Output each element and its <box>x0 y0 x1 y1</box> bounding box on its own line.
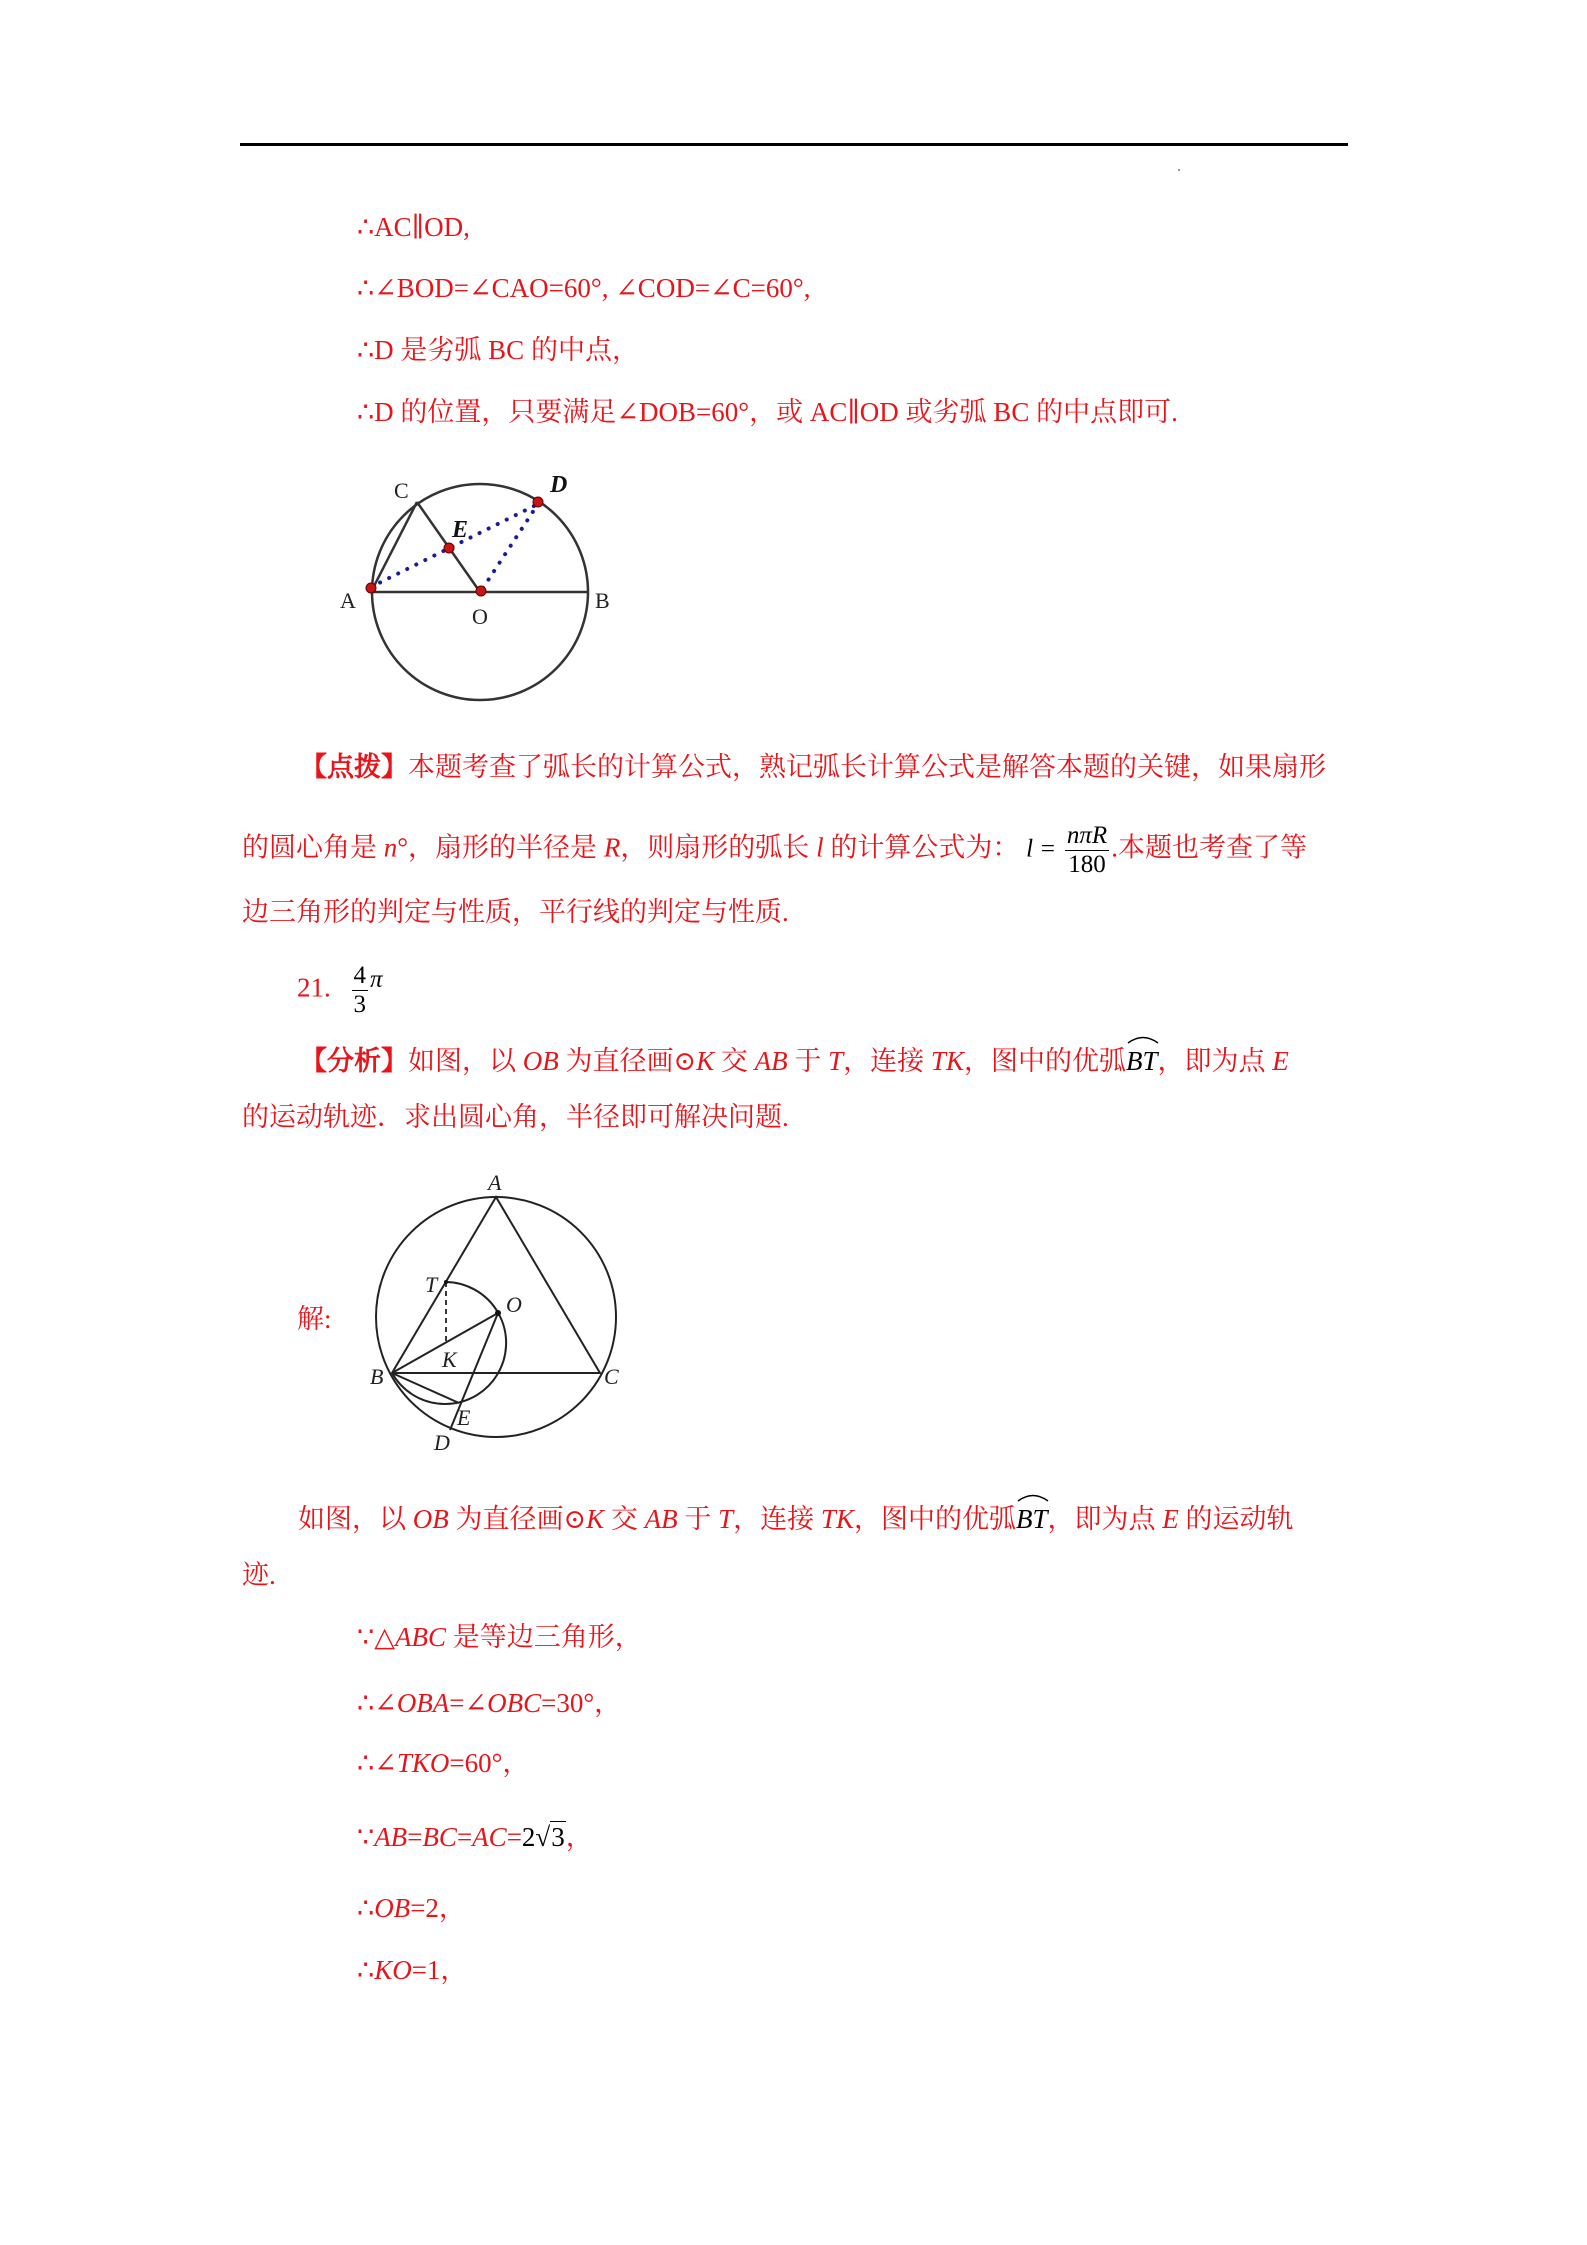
label-e: E <box>452 517 469 543</box>
label-a: A <box>340 588 356 613</box>
formula-lhs: l = <box>1026 835 1057 863</box>
question-number: 21. <box>297 972 331 1003</box>
dianbo-tag: 【点拨】 <box>300 752 408 782</box>
fenxi-tag: 【分析】 <box>300 1046 408 1076</box>
label-t: T <box>425 1272 438 1297</box>
label-e: E <box>457 1405 471 1430</box>
solution-para-line-2: 迹. <box>242 1560 276 1590</box>
step-2: ∴∠OBA=∠OBC=30°， <box>357 1688 622 1718</box>
major-arc-bt: BT <box>1016 1496 1048 1536</box>
dianbo-line-1: 【点拨】本题考查了弧长的计算公式，熟记弧长计算公式是解答本题的关键，如果扇形 <box>300 752 1326 782</box>
solution-para-line-1: 如图，以 OB 为直径画⊙K 交 AB 于 T，连接 TK，图中的优弧 BT，即为点 E 的运动轨 <box>298 1496 1293 1536</box>
label-d: D <box>434 1430 450 1455</box>
fenxi-line-1: 【分析】如图，以 OB 为直径画⊙K 交 AB 于 T，连接 TK，图中的优弧 BT，即为点 E <box>300 1038 1289 1078</box>
step-5: ∴OB=2， <box>357 1893 466 1923</box>
solution-label: 解: <box>297 1304 332 1334</box>
step-1: ∵△ABC 是等边三角形， <box>357 1622 642 1652</box>
label-b: B <box>595 588 610 613</box>
label-a: A <box>488 1170 502 1195</box>
label-k: K <box>442 1347 457 1372</box>
dianbo-line-2: 的圆心角是 n°，扇形的半径是 R，则扇形的弧长 l 的计算公式为： l = $\frac{\text{nπR}}{180}$ .本题也考查了等 <box>242 822 1307 878</box>
two-root-three: 2√3 <box>521 1822 565 1852</box>
answer-fraction: $\frac{4}{3}$ <box>353 962 366 1018</box>
question-21: 21. $\frac{4}{3}$ π <box>297 962 383 1018</box>
major-arc-bt: BT <box>1126 1038 1158 1078</box>
figure-equilateral-triangle <box>360 1170 640 1460</box>
label-d: D <box>550 472 568 498</box>
proof-line-2: ∴∠BOD=∠CAO=60°, ∠COD=∠C=60°, <box>357 273 811 303</box>
label-o: O <box>506 1292 522 1317</box>
proof-line-3: ∴D 是劣弧 BC 的中点， <box>357 335 639 365</box>
dianbo-line-3: 边三角形的判定与性质，平行线的判定与性质. <box>242 897 789 927</box>
label-c: C <box>604 1364 619 1389</box>
fenxi-line-2: 的运动轨迹．求出圆心角，半径即可解决问题. <box>242 1102 789 1132</box>
proof-line-4: ∴D 的位置，只要满足∠DOB=60°，或 AC∥OD 或劣弧 BC 的中点即可. <box>357 397 1178 427</box>
label-o: O <box>472 604 488 629</box>
label-b: B <box>370 1364 384 1389</box>
step-4: ∵AB=BC=AC=2√3， <box>357 1822 593 1852</box>
figure-circle-aob <box>330 460 630 720</box>
label-c: C <box>394 478 409 503</box>
header-rule <box>240 143 1348 146</box>
page-mark <box>1178 169 1180 171</box>
step-6: ∴KO=1， <box>357 1955 468 1985</box>
step-3: ∴∠TKO=60°， <box>357 1748 530 1778</box>
arc-length-formula: $\frac{\text{nπR}}{180}$ <box>1066 822 1108 878</box>
proof-line-1: ∴AC∥OD, <box>357 212 470 242</box>
